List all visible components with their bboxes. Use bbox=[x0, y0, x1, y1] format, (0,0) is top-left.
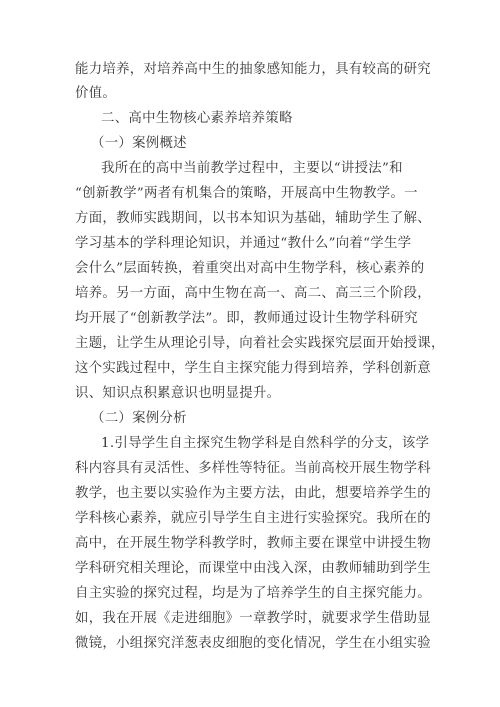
body-text-line: 高中，在开展生物学科教学时，教师主要在课堂中讲授生物 bbox=[75, 536, 431, 551]
body-text-line: 会什么”层面转换，着重突出对高中生物学科，核心素养的 bbox=[75, 261, 425, 276]
body-text-line: 能力培养，对培养高中生的抽象感知能力，具有较高的研究 bbox=[75, 62, 431, 77]
paragraph-first-line: 我所在的高中当前教学过程中，主要以“讲授法”和 bbox=[101, 161, 403, 176]
body-text-line: 学科研究相关理论，而课堂中由浅入深，由教师辅助到学生 bbox=[75, 561, 431, 576]
body-text-line: 学习基本的学科理论知识，并通过“教什么”向着“学生学 bbox=[75, 236, 412, 251]
subsection-heading: （二）案例分析 bbox=[91, 411, 187, 426]
body-text-line: “创新教学”两者有机集合的策略，开展高中生物教学。一 bbox=[75, 186, 418, 201]
body-text-line: 自主实验的探究过程，均是为了培养学生的自主探究能力。 bbox=[75, 586, 431, 601]
section-heading: 二、高中生物核心素养培养策略 bbox=[101, 111, 293, 126]
body-text-line: 这个实践过程中，学生自主探究能力得到培养，学科创新意 bbox=[75, 361, 431, 376]
body-text-line: 学科核心素养，就应引导学生自主进行实验探究。我所在的 bbox=[75, 511, 431, 526]
paragraph-first-line: 1.引导学生自主探究生物学科是自然科学的分支，该学 bbox=[101, 436, 430, 451]
body-text-line: 科内容具有灵活性、多样性等特征。当前高校开展生物学科 bbox=[75, 461, 431, 476]
body-text-line: 主题，让学生从理论引导，向着社会实践探究层面开始授课， bbox=[75, 336, 445, 351]
body-text-line: 微镜，小组探究洋葱表皮细胞的变化情况，学生在小组实验 bbox=[75, 636, 431, 651]
body-text-line: 识、知识点积累意识也明显提升。 bbox=[75, 386, 281, 401]
body-text-line: 如，我在开展《走进细胞》一章教学时，就要求学生借助显 bbox=[75, 611, 431, 626]
body-text-line: 方面，教师实践期间，以书本知识为基础，辅助学生了解、 bbox=[75, 211, 431, 226]
body-text-line: 培养。另一方面，高中生物在高一、高二、高三三个阶段， bbox=[75, 286, 431, 301]
body-text-line: 价值。 bbox=[75, 86, 117, 101]
body-text-line: 教学，也主要以实验作为主要方法，由此，想要培养学生的 bbox=[75, 486, 431, 501]
subsection-heading: （一）案例概述 bbox=[91, 136, 187, 151]
body-text-line: 均开展了“创新教学法”。即，教师通过设计生物学科研究 bbox=[75, 311, 418, 326]
